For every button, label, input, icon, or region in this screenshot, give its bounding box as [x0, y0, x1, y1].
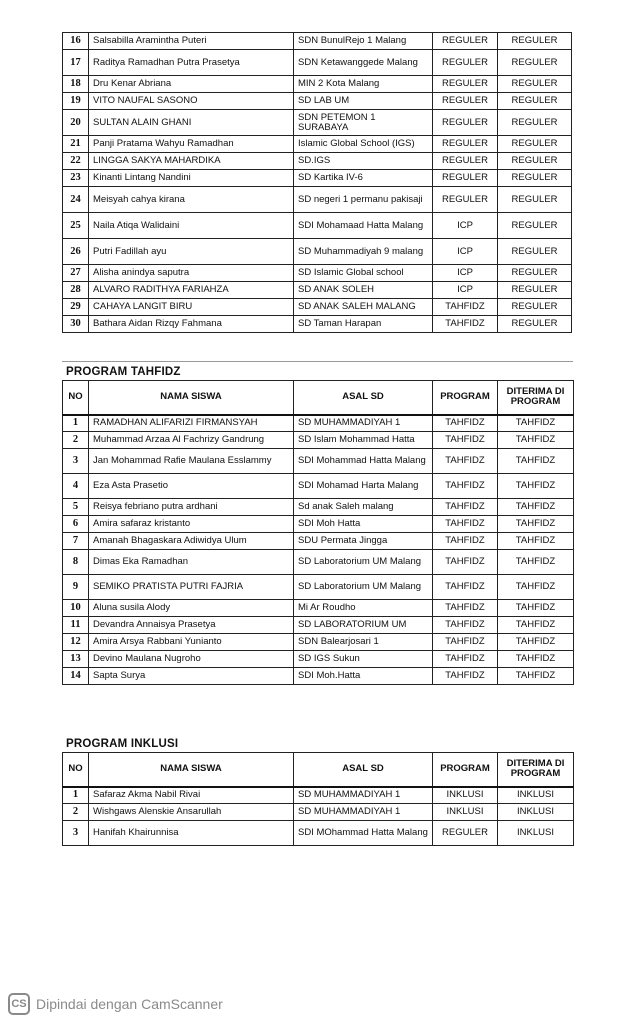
row-number: 14 [63, 668, 89, 685]
header-accepted: DITERIMA DI PROGRAM [498, 753, 574, 787]
accepted-program-cell: TAHFIDZ [498, 415, 574, 432]
table-row [63, 516, 574, 533]
school-name: SD.IGS [294, 153, 433, 170]
student-name: SEMIKO PRATISTA PUTRI FAJRIA [89, 575, 294, 600]
table-row [63, 136, 572, 153]
school-name: SDI Moh Hatta [294, 516, 433, 533]
header-program: PROGRAM [433, 753, 498, 787]
table-header-row [63, 381, 574, 415]
accepted-program-cell: REGULER [498, 93, 572, 110]
accepted-program-cell: TAHFIDZ [498, 449, 574, 474]
accepted-program-cell: TAHFIDZ [498, 499, 574, 516]
school-name: SD IGS Sukun [294, 651, 433, 668]
program-cell: REGULER [433, 821, 498, 846]
table-row [63, 213, 572, 239]
accepted-program-cell: REGULER [498, 50, 572, 76]
row-number: 6 [63, 516, 89, 533]
section-divider [62, 361, 573, 362]
reguler-table-continued [62, 32, 572, 333]
accepted-program-cell: REGULER [498, 33, 572, 50]
accepted-program-cell: REGULER [498, 282, 572, 299]
student-name: Salsabilla Aramintha Puteri [89, 33, 294, 50]
school-name: SD LABORATORIUM UM [294, 617, 433, 634]
student-name: Putri Fadillah ayu [89, 239, 294, 265]
accepted-program-cell: REGULER [498, 153, 572, 170]
student-name: Muhammad Arzaa Al Fachrizy Gandrung [89, 432, 294, 449]
table-row [63, 550, 574, 575]
school-name: SDI Mohamaad Hatta Malang [294, 213, 433, 239]
student-name: Amira safaraz kristanto [89, 516, 294, 533]
camscanner-logo-icon: CS [8, 993, 30, 1015]
program-cell: REGULER [433, 110, 498, 136]
school-name: SDI Moh.Hatta [294, 668, 433, 685]
row-number: 1 [63, 787, 89, 804]
student-name: Eza Asta Prasetio [89, 474, 294, 499]
program-cell: TAHFIDZ [433, 299, 498, 316]
student-name: Reisya febriano putra ardhani [89, 499, 294, 516]
tahfidz-table [62, 380, 574, 685]
school-name: SD Islamic Global school [294, 265, 433, 282]
row-number: 12 [63, 634, 89, 651]
student-name: Raditya Ramadhan Putra Prasetya [89, 50, 294, 76]
accepted-program-cell: REGULER [498, 170, 572, 187]
row-number: 1 [63, 415, 89, 432]
accepted-program-cell: REGULER [498, 187, 572, 213]
student-name: Meisyah cahya kirana [89, 187, 294, 213]
program-cell: TAHFIDZ [433, 550, 498, 575]
school-name: SDN BunulRejo 1 Malang [294, 33, 433, 50]
header-program: PROGRAM [433, 381, 498, 415]
row-number: 26 [63, 239, 89, 265]
row-number: 18 [63, 76, 89, 93]
program-cell: ICP [433, 213, 498, 239]
row-number: 8 [63, 550, 89, 575]
program-cell: REGULER [433, 136, 498, 153]
program-cell: TAHFIDZ [433, 651, 498, 668]
student-name: Dru Kenar Abriana [89, 76, 294, 93]
row-number: 24 [63, 187, 89, 213]
program-cell: REGULER [433, 153, 498, 170]
student-name: Devino Maulana Nugroho [89, 651, 294, 668]
student-name: VITO NAUFAL SASONO [89, 93, 294, 110]
accepted-program-cell: TAHFIDZ [498, 550, 574, 575]
header-name: NAMA SISWA [89, 381, 294, 415]
student-name: Aluna susila Alody [89, 600, 294, 617]
table-row [63, 474, 574, 499]
table-row [63, 93, 572, 110]
school-name: SD MUHAMMADIYAH 1 [294, 804, 433, 821]
school-name: SD LAB UM [294, 93, 433, 110]
school-name: Sd anak Saleh malang [294, 499, 433, 516]
student-name: Bathara Aidan Rizqy Fahmana [89, 316, 294, 333]
row-number: 30 [63, 316, 89, 333]
table-row [63, 415, 574, 432]
program-cell: TAHFIDZ [433, 634, 498, 651]
accepted-program-cell: INKLUSI [498, 804, 574, 821]
program-cell: TAHFIDZ [433, 432, 498, 449]
table-row [63, 316, 572, 333]
table-row [63, 821, 574, 846]
accepted-program-cell: TAHFIDZ [498, 651, 574, 668]
school-name: SD MUHAMMADIYAH 1 [294, 415, 433, 432]
school-name: SD MUHAMMADIYAH 1 [294, 787, 433, 804]
table-row [63, 187, 572, 213]
row-number: 3 [63, 821, 89, 846]
row-number: 17 [63, 50, 89, 76]
table-row [63, 449, 574, 474]
accepted-program-cell: REGULER [498, 265, 572, 282]
table-row [63, 634, 574, 651]
accepted-program-cell: REGULER [498, 239, 572, 265]
school-name: SDI Mohamad Harta Malang [294, 474, 433, 499]
program-cell: TAHFIDZ [433, 474, 498, 499]
accepted-program-cell: REGULER [498, 76, 572, 93]
row-number: 19 [63, 93, 89, 110]
program-cell: ICP [433, 239, 498, 265]
table-row [63, 651, 574, 668]
program-cell: REGULER [433, 33, 498, 50]
student-name: Hanifah Khairunnisa [89, 821, 294, 846]
program-cell: TAHFIDZ [433, 600, 498, 617]
program-cell: TAHFIDZ [433, 415, 498, 432]
school-name: SDI MOhammad Hatta Malang [294, 821, 433, 846]
row-number: 4 [63, 474, 89, 499]
table-row [63, 170, 572, 187]
row-number: 29 [63, 299, 89, 316]
student-name: Kinanti Lintang Nandini [89, 170, 294, 187]
accepted-program-cell: TAHFIDZ [498, 575, 574, 600]
school-name: SD ANAK SOLEH [294, 282, 433, 299]
program-cell: REGULER [433, 93, 498, 110]
accepted-program-cell: INKLUSI [498, 787, 574, 804]
school-name: SD Kartika IV-6 [294, 170, 433, 187]
student-name: RAMADHAN ALIFARIZI FIRMANSYAH [89, 415, 294, 432]
accepted-program-cell: TAHFIDZ [498, 533, 574, 550]
accepted-program-cell: REGULER [498, 213, 572, 239]
camscanner-footer [8, 993, 223, 1015]
program-cell: TAHFIDZ [433, 617, 498, 634]
student-name: Sapta Surya [89, 668, 294, 685]
school-name: SD Muhammadiyah 9 malang [294, 239, 433, 265]
accepted-program-cell: REGULER [498, 136, 572, 153]
student-name: CAHAYA LANGIT BIRU [89, 299, 294, 316]
table-row [63, 76, 572, 93]
row-number: 25 [63, 213, 89, 239]
program-cell: TAHFIDZ [433, 533, 498, 550]
student-name: Amanah Bhagaskara Adiwidya Ulum [89, 533, 294, 550]
row-number: 2 [63, 432, 89, 449]
program-cell: REGULER [433, 50, 498, 76]
table-row [63, 110, 572, 136]
header-school: ASAL SD [294, 381, 433, 415]
footer-text: Dipindai dengan CamScanner [36, 996, 223, 1012]
accepted-program-cell: TAHFIDZ [498, 474, 574, 499]
accepted-program-cell: TAHFIDZ [498, 432, 574, 449]
school-name: SDN PETEMON 1 SURABAYA [294, 110, 433, 136]
table-row [63, 617, 574, 634]
table-row [63, 33, 572, 50]
school-name: Islamic Global School (IGS) [294, 136, 433, 153]
student-name: Panji Pratama Wahyu Ramadhan [89, 136, 294, 153]
school-name: SD ANAK SALEH MALANG [294, 299, 433, 316]
school-name: MIN 2 Kota Malang [294, 76, 433, 93]
table-row [63, 787, 574, 804]
table-row [63, 533, 574, 550]
student-name: Safaraz Akma Nabil Rivai [89, 787, 294, 804]
header-school: ASAL SD [294, 753, 433, 787]
row-number: 22 [63, 153, 89, 170]
school-name: SD Laboratorium UM Malang [294, 575, 433, 600]
table-row [63, 575, 574, 600]
row-number: 9 [63, 575, 89, 600]
student-name: Alisha anindya saputra [89, 265, 294, 282]
table-row [63, 432, 574, 449]
program-cell: TAHFIDZ [433, 449, 498, 474]
program-cell: TAHFIDZ [433, 499, 498, 516]
student-name: Naila Atiqa Walidaini [89, 213, 294, 239]
row-number: 23 [63, 170, 89, 187]
student-name: Jan Mohammad Rafie Maulana Esslammy [89, 449, 294, 474]
program-cell: TAHFIDZ [433, 575, 498, 600]
accepted-program-cell: REGULER [498, 299, 572, 316]
accepted-program-cell: TAHFIDZ [498, 516, 574, 533]
school-name: Mi Ar Roudho [294, 600, 433, 617]
program-cell: REGULER [433, 187, 498, 213]
inklusi-table [62, 752, 574, 846]
row-number: 7 [63, 533, 89, 550]
program-cell: TAHFIDZ [433, 668, 498, 685]
table-row [63, 265, 572, 282]
row-number: 21 [63, 136, 89, 153]
tahfidz-section-title: PROGRAM TAHFIDZ [66, 366, 181, 378]
row-number: 2 [63, 804, 89, 821]
accepted-program-cell: INKLUSI [498, 821, 574, 846]
row-number: 28 [63, 282, 89, 299]
program-cell: REGULER [433, 76, 498, 93]
accepted-program-cell: TAHFIDZ [498, 634, 574, 651]
program-cell: ICP [433, 265, 498, 282]
row-number: 5 [63, 499, 89, 516]
table-row [63, 282, 572, 299]
student-name: Devandra Annaisya Prasetya [89, 617, 294, 634]
student-name: LINGGA SAKYA MAHARDIKA [89, 153, 294, 170]
program-cell: INKLUSI [433, 787, 498, 804]
table-row [63, 50, 572, 76]
program-cell: REGULER [433, 170, 498, 187]
header-accepted: DITERIMA DI PROGRAM [498, 381, 574, 415]
program-cell: INKLUSI [433, 804, 498, 821]
row-number: 20 [63, 110, 89, 136]
table-row [63, 804, 574, 821]
row-number: 13 [63, 651, 89, 668]
accepted-program-cell: TAHFIDZ [498, 668, 574, 685]
row-number: 27 [63, 265, 89, 282]
table-row [63, 153, 572, 170]
student-name: ALVARO RADITHYA FARIAHZA [89, 282, 294, 299]
table-row [63, 668, 574, 685]
accepted-program-cell: REGULER [498, 110, 572, 136]
table-row [63, 600, 574, 617]
student-name: Wishgaws Alenskie Ansarullah [89, 804, 294, 821]
row-number: 3 [63, 449, 89, 474]
program-cell: ICP [433, 282, 498, 299]
school-name: SDU Permata Jingga [294, 533, 433, 550]
table-row [63, 499, 574, 516]
header-no: NO [63, 753, 89, 787]
table-row [63, 239, 572, 265]
school-name: SD negeri 1 permanu pakisaji [294, 187, 433, 213]
accepted-program-cell: TAHFIDZ [498, 600, 574, 617]
school-name: SD Taman Harapan [294, 316, 433, 333]
row-number: 16 [63, 33, 89, 50]
program-cell: TAHFIDZ [433, 516, 498, 533]
student-name: SULTAN ALAIN GHANI [89, 110, 294, 136]
header-no: NO [63, 381, 89, 415]
row-number: 11 [63, 617, 89, 634]
program-cell: TAHFIDZ [433, 316, 498, 333]
table-header-row [63, 753, 574, 787]
accepted-program-cell: REGULER [498, 316, 572, 333]
accepted-program-cell: TAHFIDZ [498, 617, 574, 634]
school-name: SDN Balearjosari 1 [294, 634, 433, 651]
school-name: SD Laboratorium UM Malang [294, 550, 433, 575]
school-name: SDI Mohammad Hatta Malang [294, 449, 433, 474]
school-name: SD Islam Mohammad Hatta [294, 432, 433, 449]
school-name: SDN Ketawanggede Malang [294, 50, 433, 76]
inklusi-section-title: PROGRAM INKLUSI [66, 738, 179, 750]
student-name: Dimas Eka Ramadhan [89, 550, 294, 575]
student-name: Amira Arsya Rabbani Yunianto [89, 634, 294, 651]
table-row [63, 299, 572, 316]
header-name: NAMA SISWA [89, 753, 294, 787]
row-number: 10 [63, 600, 89, 617]
